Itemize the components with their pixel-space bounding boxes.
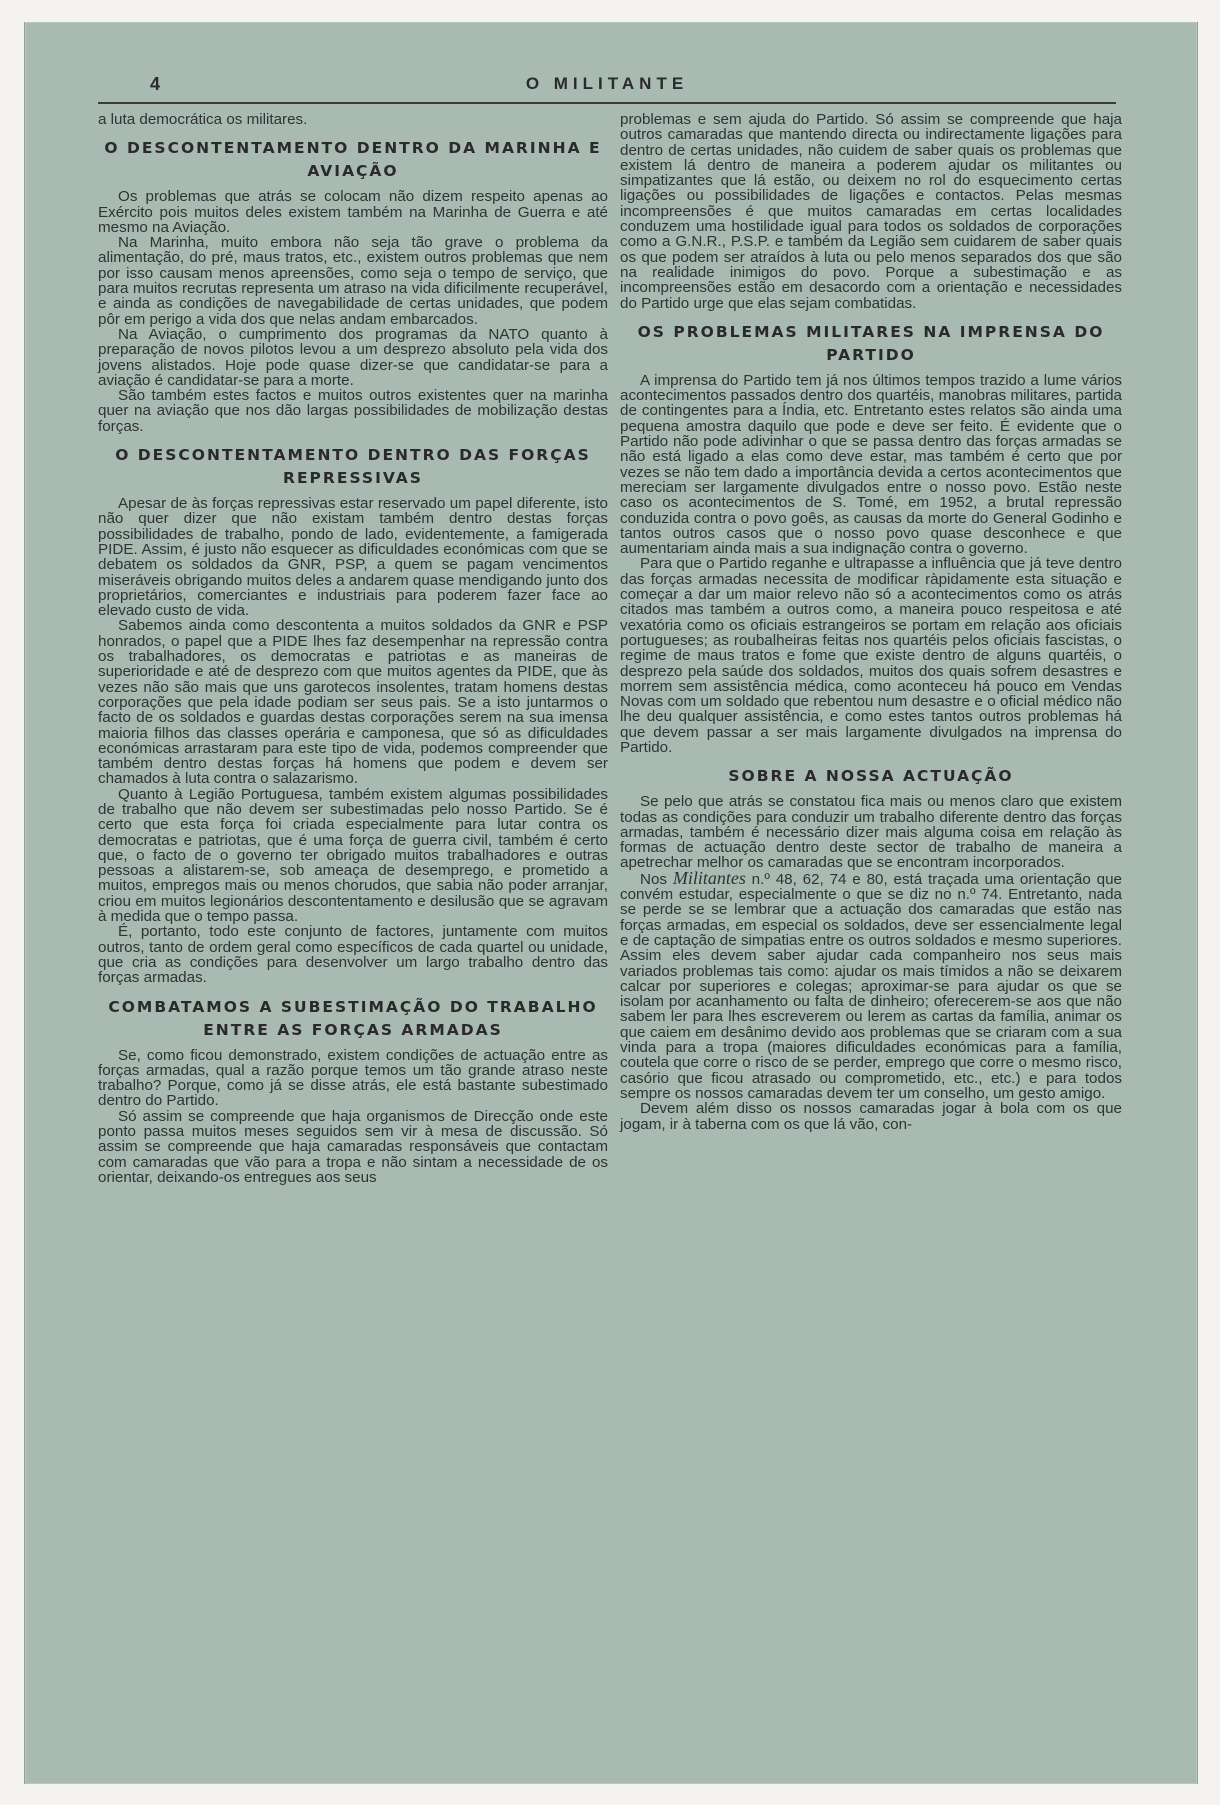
- paragraph: Para que o Partido reganhe e ultrapasse a influência que já teve dentro das forças armadas necessita de modificar ràpidamente esta situação e começar a dar um maior relevo não só a acontecimentos como os atrás citados mas também a outros como, a maneira pouco respeitosa e até vexatória como os oficiais estrangeiros se portam em relação aos oficiais portugueses; as roubalheiras feitas nos quartéis pelos oficiais fascistas, o regime de maus tratos e fome que existe dentro de alguns quartéis, o desprezo pela saúde dos soldados, muitos dos quais sofrem desastres e morrem sem assistência médica, como aconteceu há pouco em Vendas Novas com um soldado que rebentou num desastre e o oficial médico não lhe deu qualquer assistência, e como estes tantos outros problemas há que devem passar a ser mais largamente divulgados na imprensa do Partido.: [620, 555, 1122, 756]
- paragraph: Na Marinha, muito embora não seja tão grave o problema da alimentação, do pré, maus tratos, etc., existem outros problemas que nem por isso causam menos apreensões, como seja o tempo de serviço, que para muitos recrutas representa um atraso na vida dificilmente recuperável, e ainda as condições de navegabilidade de certas unidades, que podem pôr em perigo a vida dos que nelas andam embarcados.: [98, 234, 608, 328]
- text-run: n.º 48, 62, 74 e 80, está traçada uma orientação que convém estudar, especialmente o que se diz no n.º 74. Entretanto, nada se perde se se lembrar que a actuação dos camaradas que estão nas forças armadas, em especial os soldados, deve ser essencialmente legal e de captação de simpatias entre os outros soldados e mesmo superiores. Assim eles devem saber ajudar cada companheiro nos seus mais variados problemas tais como: ajudar os mais tímidos a não se deixarem calcar por superiores e colegas; aproximar-se para ajudar os que se isolam por acanhamento ou falta de dinheiro; oferecerem-se aos que não sabem ler para lhes escreverem ou lerem as cartas da família, animar os que caiem em desânimo devido aos problemas que se criaram com a sua vinda para a tropa (maiores dificuldades económicas para a família, coutela que corre o risco de se perder, emprego que corre o mesmo risco, casório que ficou atrasado ou comprometido, etc., etc.) e para todos sempre os nossos camaradas devem ter um conselho, um gesto amigo.: [620, 870, 1122, 1102]
- paragraph: Apesar de às forças repressivas estar reservado um papel diferente, isto não quer dizer que não existam também dentro destas forças possibilidades de trabalho, pondo de lado, evidentemente, a famigerada PIDE. Assim, é justo não esquecer as dificuldades económicas com que se debatem os soldados da GNR, PSP, a quem se pagam vencimentos miseráveis obrigando muitos deles a andarem quase mendigando junto dos proprietários, comerciantes e industriais para poderem fazer face ao elevado custo de vida.: [98, 495, 608, 620]
- section-heading-our-action: SOBRE A NOSSA ACTUAÇÃO: [728, 767, 1014, 786]
- page-header: [98, 60, 1116, 104]
- right-column: [620, 112, 1122, 1132]
- paragraph: São também estes factos e muitos outros existentes quer na marinha quer na aviação que nos dão largas possibilidades de mobilização destas forças.: [98, 387, 608, 435]
- paragraph: É, portanto, todo este conjunto de factores, juntamente com muitos outros, tanto de ordem geral como específicos de cada quartel ou unidade, que cria as condições para desenvolver um largo trabalho dentro das forças armadas.: [98, 923, 608, 987]
- paragraph: Se, como ficou demonstrado, existem condições de actuação entre as forças armadas, qual a razão porque temos um tão grande atraso neste trabalho? Porque, como já se disse atrás, ele está bastante subestimado dentro do Partido.: [98, 1046, 608, 1110]
- section-heading-party-press: OS PROBLEMAS MILITARES NA IMPRENSA DO PARTIDO: [637, 322, 1105, 364]
- paragraph: Sabemos ainda como descontenta a muitos soldados da GNR e PSP honrados, o papel que a PIDE lhes faz desempenhar na repressão contra os trabalhadores, os democratas e patriotas e as maneiras de superioridade e até de desprezo com que muitos agentes da PIDE, que às vezes não são mais que uns garotecos insolentes, tratam homens destas corporações que pela idade podiam ser seus pais. Se a isto juntarmos o facto de os soldados e guardas destas corporações serem na sua imensa maioria filhos das classes operária e camponesa, que só as dificuldades económicas arrastaram para este tipo de vida, podemos compreender que também dentro destas forças há homens que podem e devem ser chamados à luta contra o salazarismo.: [98, 617, 608, 788]
- paragraph: [620, 867, 1122, 1102]
- paragraph: problemas e sem ajuda do Partido. Só assim se compreende que haja outros camaradas que mantendo directa ou indirectamente ligações para dentro de certas unidades, não cuidem de saber quais os problemas que existem lá dentro de maneira a poderem ajudar os militantes ou simpatizantes que lá estão, ou deixem no rol do esquecimento certas ligações ou possibilidades de ligações e contactos. Pelas mesmas incompreensões é que muitos camaradas em certas localidades conduzem uma hostilidade igual para todos os soldados de corporações como a G.N.R., P.S.P. e também da Legião sem cuidarem de saber quais os que podem ser atraídos à luta ou pelo menos separados dos que são na realidade inimigos do povo. Porque a subestimação e as incompreensões estão em desacordo com a orientação e necessidades do Partido urge que elas sejam combatidas.: [620, 111, 1122, 312]
- left-column: [98, 112, 608, 1185]
- section-heading-repressive-forces: O DESCONTENTAMENTO DENTRO DAS FORÇAS REPRESSIVAS: [115, 446, 591, 488]
- paragraph: Devem além disso os nossos camaradas jogar à bola com os que jogam, ir à taberna com os que lá vão, con-: [620, 1100, 1122, 1133]
- page-number: 4: [150, 74, 161, 94]
- section-heading-underestimation: COMBATAMOS A SUBESTIMAÇÃO DO TRABALHO ENTRE AS FORÇAS ARMADAS: [108, 997, 598, 1039]
- section-heading-navy-aviation: O DESCONTENTAMENTO DENTRO DA MARINHA E AVIAÇÃO: [104, 139, 602, 181]
- masthead: O MILITANTE: [525, 74, 689, 93]
- paragraph: Os problemas que atrás se colocam não dizem respeito apenas ao Exército pois muitos deles existem também na Marinha de Guerra e até mesmo na Aviação.: [98, 188, 608, 236]
- text-run: Nos: [640, 870, 673, 888]
- paragraph: A imprensa do Partido tem já nos últimos tempos trazido a lume vários acontecimentos passados dentro dos quartéis, manobras militares, partida de contingentes para a Índia, etc. Entretanto estes relatos são ainda uma pequena amostra daquilo que pode e deve ser feito. É evidente que o Partido não pode adivinhar o que se passa dentro das forças armadas se não está ligado a elas como deve estar, mas também é certo que por vezes se não tem dado a importância devida a certos acontecimentos que mereciam ser largamente divulgados entre o nosso povo. Estão neste caso os acontecimentos de S. Tomé, em 1952, a brutal repressão conduzida contra o povo goês, as causas da morte do General Godinho e tantos outros casos que o nosso povo quase desconhece e que aumentariam ainda mais a sua indignação contra o governo.: [620, 371, 1122, 558]
- paragraph: a luta democrática os militares.: [98, 111, 308, 128]
- paragraph: Só assim se compreende que haja organismos de Direcção onde este ponto passa muitos meses seguidos sem vir à mesa de discussão. Só assim se compreende que haja camaradas responsáveis que contactam com camaradas que vão para a tropa e não sintam a necessidade de os orientar, deixando-os entregues aos seus: [98, 1107, 608, 1186]
- publication-title: Militantes: [672, 867, 746, 888]
- paragraph: Na Aviação, o cumprimento dos programas da NATO quanto à preparação de novos pilotos levou a um desprezo absoluto pela vida dos jovens alistados. Hoje pode quase dizer-se que candidatar-se para a aviação é candidatar-se para a morte.: [98, 325, 608, 389]
- paragraph: Quanto à Legião Portuguesa, também existem algumas possibilidades de trabalho que não devem ser subestimadas pelo nosso Partido. Se é certo que esta força foi criada especialmente para lutar contra os democratas e patriotas, que é uma força de guerra civil, também é certo que, o facto de o governo ter obrigado muitos trabalhadores e outras pessoas a alistarem-se, sob ameaça de desemprego, e prometido a muitos, empregos mais ou menos chorudos, que sabia não poder arranjar, criou em muitos legionários descontentamento e desilusão que se agravam à medida que o tempo passa.: [98, 785, 608, 926]
- paragraph: Se pelo que atrás se constatou fica mais ou menos claro que existem todas as condições para conduzir um trabalho diferente dentro das forças armadas, também é necessário dizer mais alguma coisa em relação às formas de actuação dentro deste sector de trabalho de maneira a apetrechar melhor os camaradas que se encontram incorporados.: [620, 793, 1122, 872]
